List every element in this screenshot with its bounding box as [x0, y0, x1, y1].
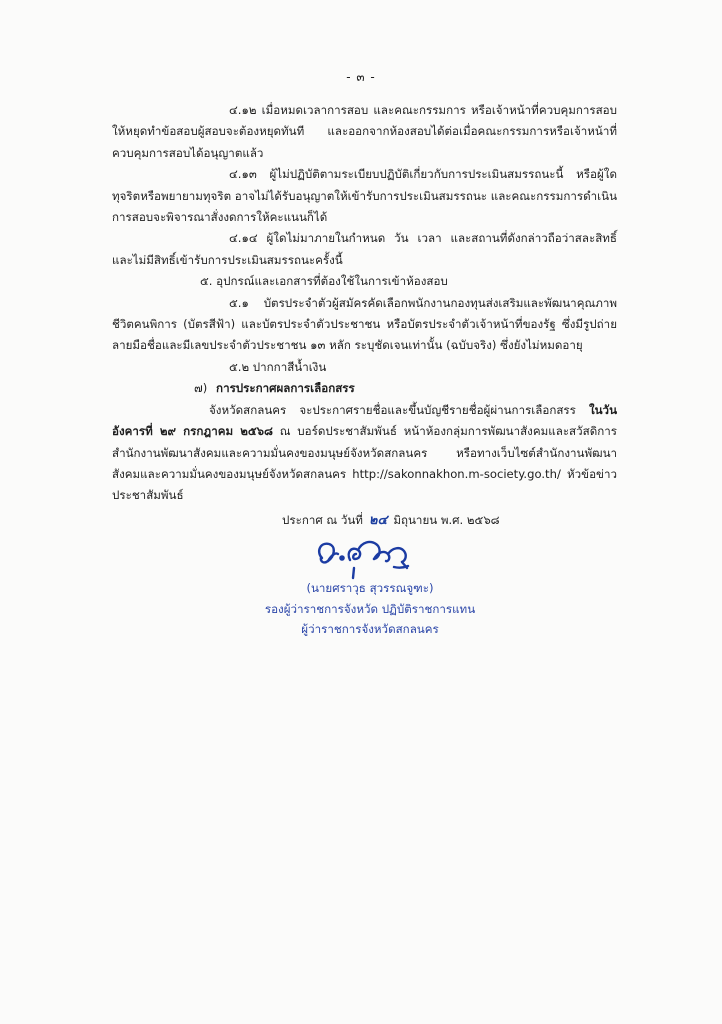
- section-7-paragraph: [112, 400, 617, 507]
- paragraph-5-heading: ๕. อุปกรณ์และเอกสารที่ต้องใช้ในการเข้าห้องสอบ: [200, 274, 448, 289]
- signatory-block: [255, 578, 485, 640]
- section-7-title: การประกาศผลการเลือกสรร: [216, 381, 355, 396]
- section-7-heading: [112, 378, 617, 399]
- announcement-prefix: ประกาศ ณ วันที่: [282, 513, 363, 527]
- paragraph-5-1: ๕.๑ บัตรประจำตัวผู้สมัครคัดเลือกพนักงานกองทุนส่งเสริมและพัฒนาคุณภาพชีวิตคนพิการ (บัตรสีฟ้า) และบัตรประจำตัวประชาชน หรือบัตรประจำตัวเจ้าหน้าที่ของรัฐ ซึ่งมีรูปถ่าย ลายมือชื่อและมีเลขประจำตัวประชาชน ๑๓ หลัก ระบุชัดเจนเท่านั้น (ฉบับจริง) ซึ่งยังไม่หมดอายุ: [112, 295, 617, 353]
- announcement-day: ๒๔: [368, 513, 388, 528]
- document-body: [112, 100, 617, 507]
- handwritten-signature: [308, 528, 423, 580]
- section-7-announce-date: ในวันอังคารที่ ๒๙ กรกฎาคม ๒๕๖๘: [112, 402, 617, 439]
- section-7-number: ๗): [194, 381, 208, 396]
- section-7-text-end: ณ บอร์ดประชาสัมพันธ์ หน้าห้องกลุ่มการพัฒนาสังคมและสวัสดิการ สำนักงานพัฒนาสังคมและความมั่นคงของมนุษย์จังหวัดสกลนคร หรือทางเว็บไซต์สำนักงานพัฒนาสังคมและความมั่นคงของมนุษย์จังหวัดสกลนคร http://sakonnakhon.m-society.go.th/ หัวข้อข่าวประชาสัมพันธ์: [112, 424, 617, 503]
- paragraph-5-2: ๕.๒ ปากกาสีน้ำเงิน: [229, 359, 327, 374]
- paragraph-4-13: ๔.๑๓ ผู้ไม่ปฏิบัติตามระเบียบปฏิบัติเกี่ยวกับการประเมินสมรรถนะนี้ หรือผู้ใดทุจริตหรือพยายามทุจริต อาจไม่ได้รับอนุญาตให้เข้ารับการประเมินสมรรถนะ และคณะกรรมการดำเนินการสอบจะพิจารณาสั่งงดการให้คะแนนก็ได้: [112, 167, 617, 225]
- section-7-text-start: จังหวัดสกลนคร จะประกาศรายชื่อและขึ้นบัญชีรายชื่อผู้ผ่านการเลือกสรร: [209, 402, 576, 417]
- signatory-name: (นายศราวุธ สุวรรณจูฑะ): [306, 581, 434, 595]
- announcement-suffix: มิถุนายน พ.ศ. ๒๕๖๘: [393, 513, 500, 527]
- signatory-title: ผู้ว่าราชการจังหวัดสกลนคร: [301, 622, 439, 636]
- paragraph-4-14: ๔.๑๔ ผู้ใดไม่มาภายในกำหนด วัน เวลา และสถานที่ดังกล่าวถือว่าสละสิทธิ์ และไม่มีสิทธิ์เข้ารับการประเมินสมรรถนะครั้งนี้: [112, 231, 617, 267]
- page-number: - ๓ -: [346, 70, 376, 84]
- paragraph-4-12: ๔.๑๒ เมื่อหมดเวลาการสอบ และคณะกรรมการ หรือเจ้าหน้าที่ควบคุมการสอบให้หยุดทำข้อสอบผู้สอบจะต้องหยุดทันที และออกจากห้องสอบได้ต่อเมื่อคณะกรรมการหรือเจ้าหน้าที่ควบคุมการสอบได้อนุญาตแล้ว: [112, 103, 617, 160]
- signatory-position: รองผู้ว่าราชการจังหวัด ปฏิบัติราชการแทน: [264, 601, 476, 616]
